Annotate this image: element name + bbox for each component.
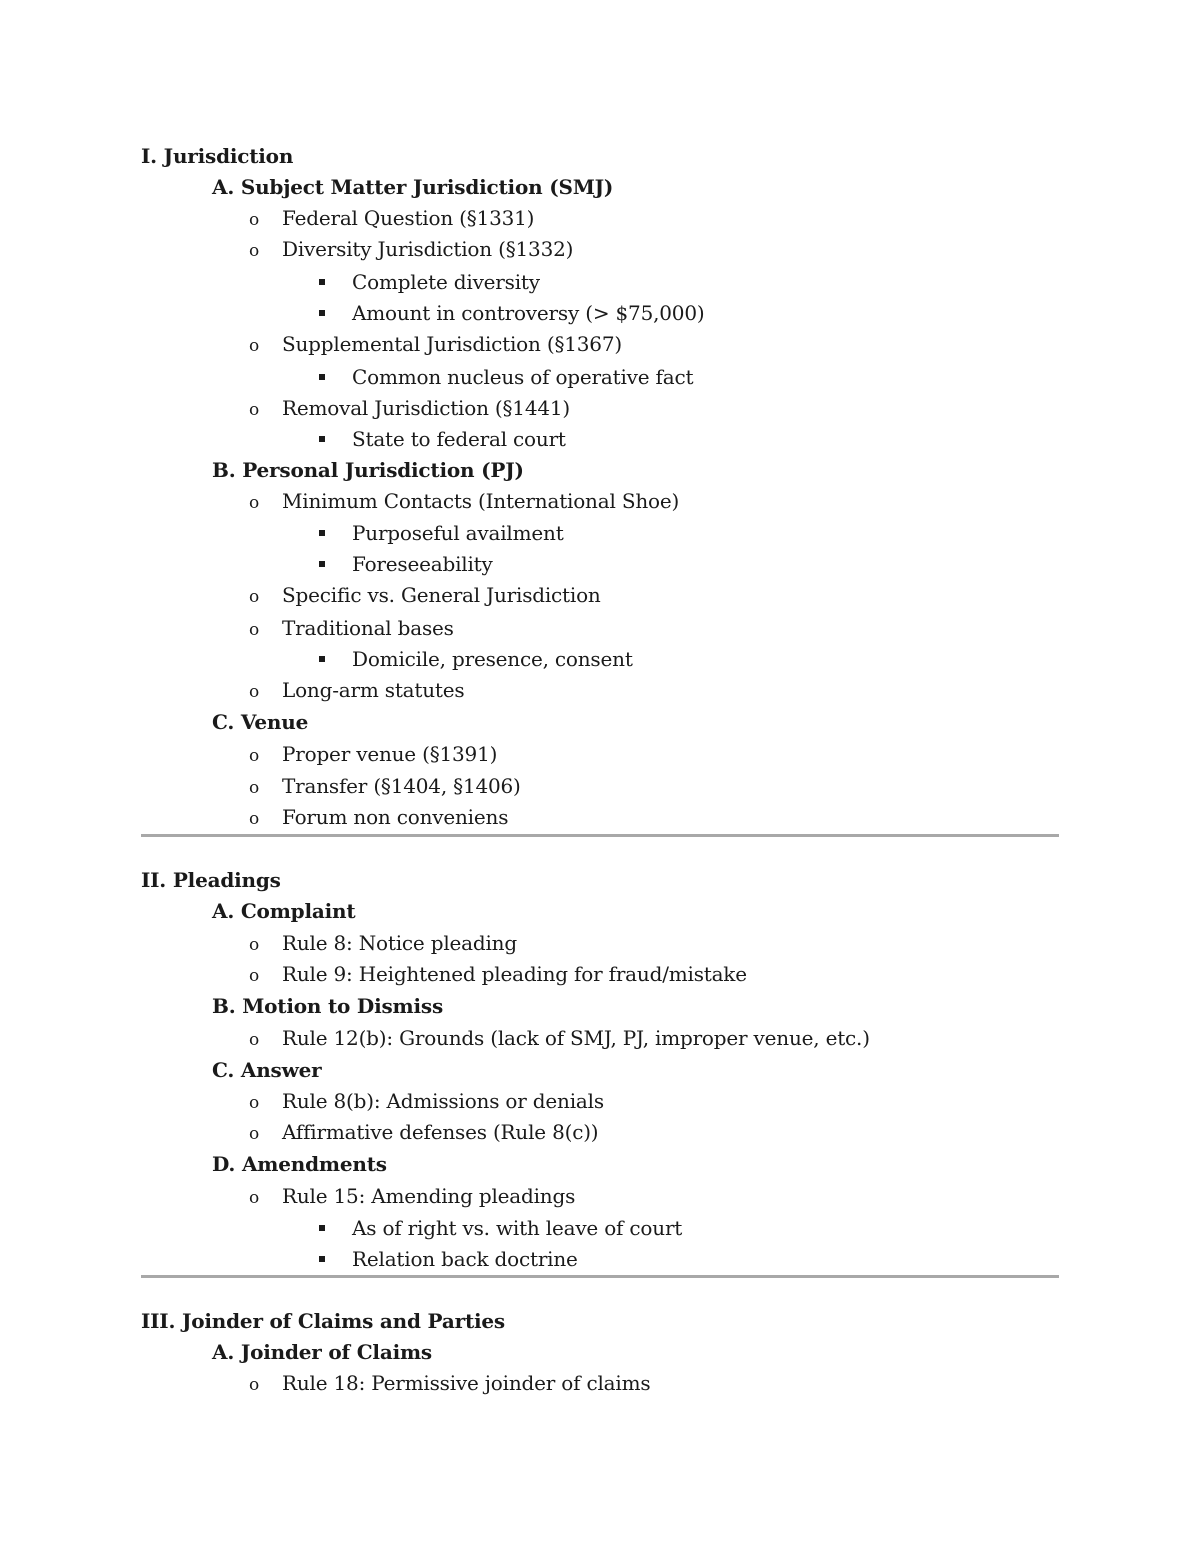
circle-bullet-icon: o bbox=[249, 778, 260, 798]
section-heading: III. Joinder of Claims and Parties bbox=[141, 1309, 505, 1333]
square-bullet-icon bbox=[319, 1225, 325, 1231]
list-item: Transfer (§1404, §1406) bbox=[282, 774, 521, 798]
sub-list-item: As of right vs. with leave of court bbox=[352, 1216, 683, 1240]
subsection-heading: A. Joinder of Claims bbox=[212, 1340, 432, 1364]
circle-bullet-icon: o bbox=[249, 746, 260, 766]
circle-bullet-icon: o bbox=[249, 587, 260, 607]
circle-bullet-icon: o bbox=[249, 966, 260, 986]
square-bullet-icon bbox=[319, 561, 325, 567]
subsection-heading: D. Amendments bbox=[212, 1152, 387, 1176]
subsection-heading: B. Personal Jurisdiction (PJ) bbox=[212, 458, 524, 482]
list-item: Rule 8(b): Admissions or denials bbox=[282, 1089, 604, 1113]
sub-list-item: Foreseeability bbox=[352, 552, 493, 576]
circle-bullet-icon: o bbox=[249, 1375, 260, 1395]
subsection-heading: C. Answer bbox=[212, 1058, 322, 1082]
circle-bullet-icon: o bbox=[249, 620, 260, 640]
sub-list-item: Purposeful availment bbox=[352, 521, 564, 545]
sub-list-item: Common nucleus of operative fact bbox=[352, 365, 694, 389]
square-bullet-icon bbox=[319, 436, 325, 442]
list-item: Affirmative defenses (Rule 8(c)) bbox=[282, 1120, 599, 1144]
circle-bullet-icon: o bbox=[249, 493, 260, 513]
circle-bullet-icon: o bbox=[249, 809, 260, 829]
list-item: Rule 18: Permissive joinder of claims bbox=[282, 1371, 651, 1395]
circle-bullet-icon: o bbox=[249, 682, 260, 702]
sub-list-item: Relation back doctrine bbox=[352, 1247, 578, 1271]
subsection-heading: C. Venue bbox=[212, 710, 309, 734]
list-item: Rule 8: Notice pleading bbox=[282, 931, 517, 955]
square-bullet-icon bbox=[319, 374, 325, 380]
circle-bullet-icon: o bbox=[249, 1093, 260, 1113]
list-item: Supplemental Jurisdiction (§1367) bbox=[282, 332, 622, 356]
subsection-heading: A. Complaint bbox=[212, 899, 356, 923]
sub-list-item: Complete diversity bbox=[352, 270, 540, 294]
square-bullet-icon bbox=[319, 1256, 325, 1262]
section-heading: I. Jurisdiction bbox=[141, 144, 294, 168]
circle-bullet-icon: o bbox=[249, 336, 260, 356]
square-bullet-icon bbox=[319, 279, 325, 285]
subsection-heading: B. Motion to Dismiss bbox=[212, 994, 444, 1018]
square-bullet-icon bbox=[319, 310, 325, 316]
list-item: Rule 9: Heightened pleading for fraud/mistake bbox=[282, 962, 747, 986]
list-item: Diversity Jurisdiction (§1332) bbox=[282, 237, 574, 261]
circle-bullet-icon: o bbox=[249, 210, 260, 230]
list-item: Specific vs. General Jurisdiction bbox=[282, 583, 601, 607]
sub-list-item: Amount in controversy (> $75,000) bbox=[352, 301, 705, 325]
square-bullet-icon bbox=[319, 656, 325, 662]
list-item: Rule 12(b): Grounds (lack of SMJ, PJ, improper venue, etc.) bbox=[282, 1026, 870, 1050]
section-divider bbox=[141, 1275, 1059, 1278]
circle-bullet-icon: o bbox=[249, 1124, 260, 1144]
sub-list-item: Domicile, presence, consent bbox=[352, 647, 633, 671]
sub-list-item: State to federal court bbox=[352, 427, 566, 451]
circle-bullet-icon: o bbox=[249, 1030, 260, 1050]
section-heading: II. Pleadings bbox=[141, 868, 281, 892]
list-item: Rule 15: Amending pleadings bbox=[282, 1184, 576, 1208]
square-bullet-icon bbox=[319, 530, 325, 536]
circle-bullet-icon: o bbox=[249, 400, 260, 420]
section-divider bbox=[141, 834, 1059, 837]
circle-bullet-icon: o bbox=[249, 241, 260, 261]
circle-bullet-icon: o bbox=[249, 935, 260, 955]
list-item: Federal Question (§1331) bbox=[282, 206, 535, 230]
circle-bullet-icon: o bbox=[249, 1188, 260, 1208]
list-item: Minimum Contacts (International Shoe) bbox=[282, 489, 680, 513]
list-item: Removal Jurisdiction (§1441) bbox=[282, 396, 571, 420]
subsection-heading: A. Subject Matter Jurisdiction (SMJ) bbox=[212, 175, 614, 199]
list-item: Forum non conveniens bbox=[282, 805, 509, 829]
list-item: Long-arm statutes bbox=[282, 678, 465, 702]
list-item: Traditional bases bbox=[282, 616, 454, 640]
list-item: Proper venue (§1391) bbox=[282, 742, 498, 766]
